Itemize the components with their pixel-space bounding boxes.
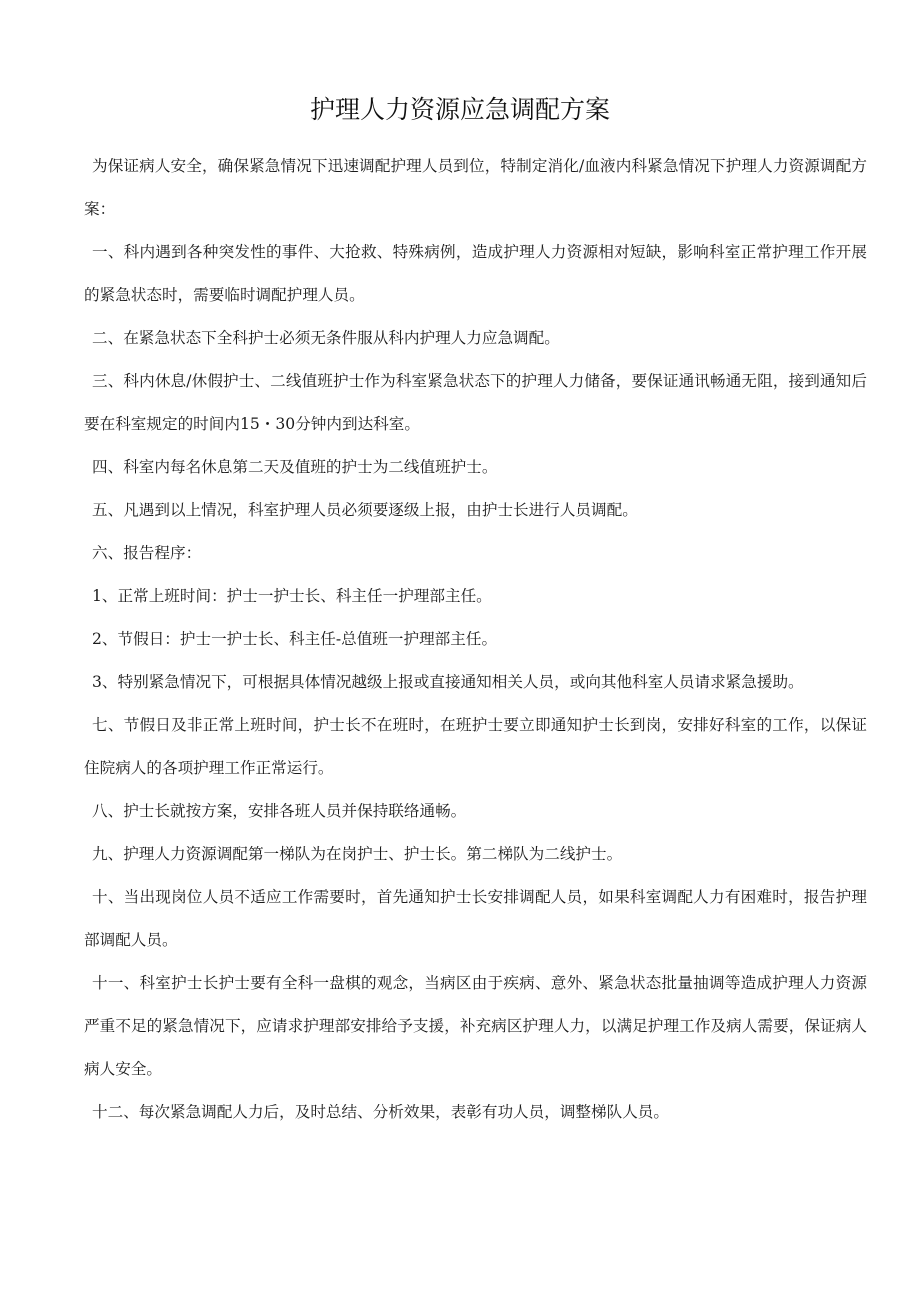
paragraph-8: 八、护士长就按方案，安排各班人员并保持联络通畅。 [92,802,467,820]
paragraph-9: 九、护理人力资源调配第一梯队为在岗护士、护士长。第二梯队为二线护士。 [92,845,623,863]
paragraph-5: 五、凡遇到以上情况，科室护理人员必须要逐级上报，由护士长进行人员调配。 [92,501,638,519]
paragraph-1: 一、科内遇到各种突发性的事件、大抢救、特殊病例，造成护理人力资源相对短缺，影响科室正常护理工作开展的紧急状态时，需要临时调配护理人员。 [84,243,867,304]
paragraph-6-2: 2、节假日：护士一护士长、科主任-总值班一护理部主任。 [92,630,498,648]
paragraph-6-3: 3、特别紧急情况下，可根据具体情况越级上报或直接通知相关人员，或向其他科室人员请求紧急援助。 [92,673,804,691]
document-body [84,145,867,1134]
document-title: 护理人力资源应急调配方案 [309,95,610,124]
paragraph-10: 十、当出现岗位人员不适应工作需要时，首先通知护士长安排调配人员，如果科室调配人力有困难时，报告护理部调配人员。 [84,888,867,949]
paragraph-11: 十一、科室护士长护士要有全科一盘棋的观念，当病区由于疾病、意外、紧急状态批量抽调等造成护理人力资源严重不足的紧急情况下，应请求护理部安排给予支援，补充病区护理人力，以满足护理工作及病人需要，保证病人病人安全。 [84,974,867,1078]
paragraph-6-1: 1、正常上班时间：护士一护士长、科主任一护理部主任。 [92,587,492,605]
paragraph-7: 七、节假日及非正常上班时间，护士长不在班时，在班护士要立即通知护士长到岗，安排好科室的工作，以保证住院病人的各项护理工作正常运行。 [84,716,867,777]
paragraph-6: 六、报告程序： [92,544,202,562]
paragraph-4: 四、科室内每名休息第二天及值班的护士为二线值班护士。 [92,458,498,476]
paragraph-2: 二、在紧急状态下全科护士必须无条件服从科内护理人力应急调配。 [92,329,560,347]
paragraph-intro: 为保证病人安全，确保紧急情况下迅速调配护理人员到位，特制定消化/血液内科紧急情况下护理人力资源调配方案： [84,157,867,218]
paragraph-12: 十二、每次紧急调配人力后，及时总结、分析效果，表彰有功人员，调整梯队人员。 [92,1103,669,1121]
paragraph-3: 三、科内休息/休假护士、二线值班护士作为科室紧急状态下的护理人力储备，要保证通讯畅通无阻，接到通知后要在科室规定的时间内15・30分钟内到达科室。 [84,372,867,433]
